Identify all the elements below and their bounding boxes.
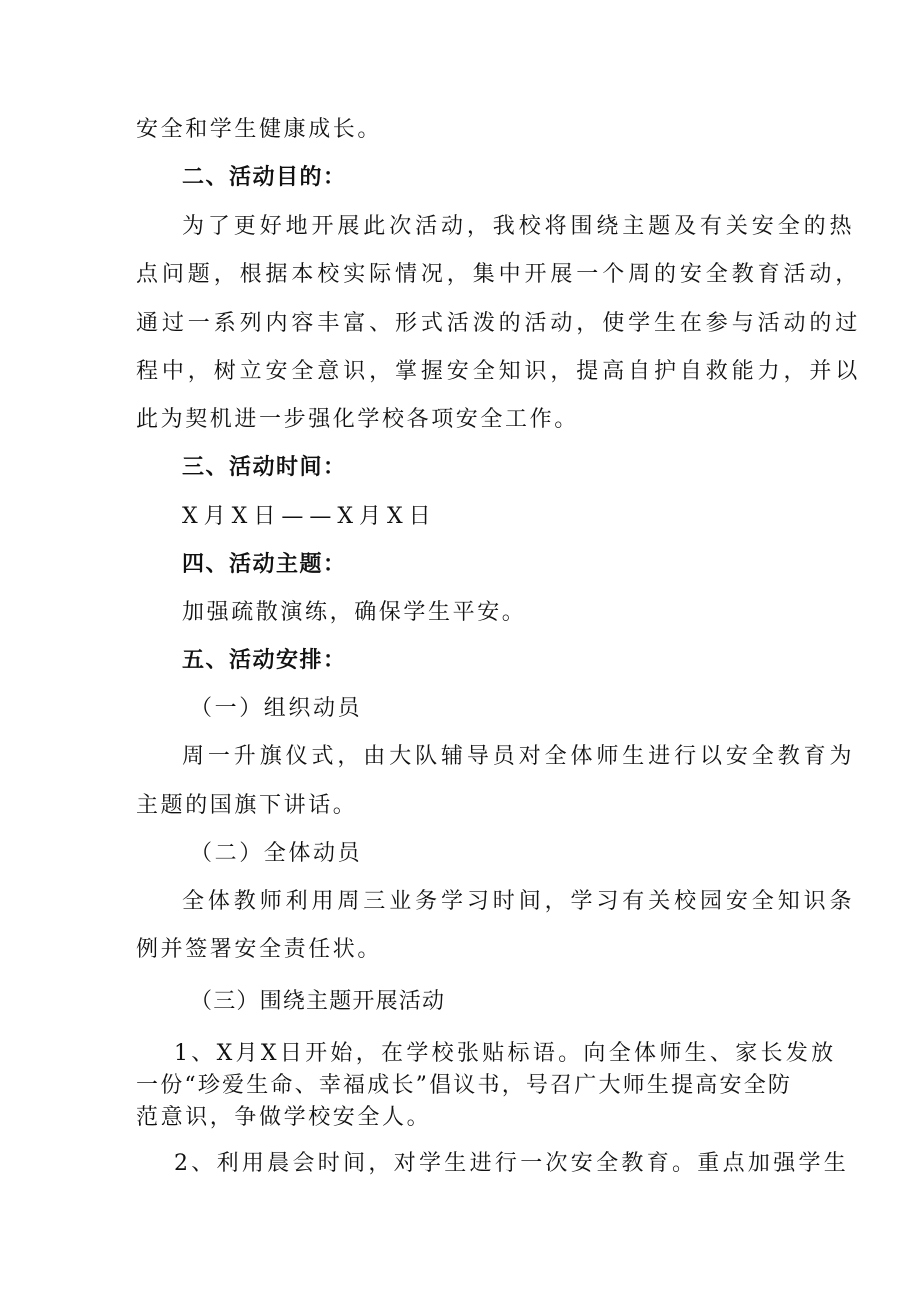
paragraph-line: 周一升旗仪式，由大队辅导员对全体师生进行以安全教育为 bbox=[182, 744, 856, 769]
paragraph-line: 1、X月X日开始，在学校张贴标语。向全体师生、家长发放 bbox=[174, 1041, 837, 1066]
section-heading-arrangement: 五、活动安排： bbox=[182, 648, 347, 673]
subsection-heading: （三）围绕主题开展活动 bbox=[190, 989, 446, 1014]
section-heading-time: 三、活动时间： bbox=[182, 455, 347, 480]
paragraph-line: 此为契机进一步强化学校各项安全工作。 bbox=[136, 407, 579, 432]
paragraph-line: 例并签署安全责任状。 bbox=[136, 937, 383, 962]
paragraph-line: 点问题，根据本校实际情况，集中开展一个周的安全教育活动， bbox=[136, 262, 862, 287]
paragraph-line: 范意识，争做学校安全人。 bbox=[136, 1105, 432, 1130]
section-heading-theme: 四、活动主题： bbox=[182, 552, 347, 577]
paragraph-line: 安全和学生健康成长。 bbox=[136, 117, 383, 142]
subsection-heading: （一）组织动员 bbox=[190, 696, 363, 721]
paragraph-line: 全体教师利用周三业务学习时间，学习有关校园安全知识条 bbox=[182, 889, 856, 914]
paragraph-line: 加强疏散演练，确保学生平安。 bbox=[182, 600, 527, 625]
paragraph-line: 通过一系列内容丰富、形式活泼的活动，使学生在参与活动的过 bbox=[136, 311, 862, 336]
subsection-heading: （二）全体动员 bbox=[190, 841, 363, 866]
paragraph-line: 2、利用晨会时间，对学生进行一次安全教育。重点加强学生 bbox=[174, 1151, 850, 1176]
paragraph-line: 一份“珍爱生命、幸福成长”倡议书，号召广大师生提高安全防 bbox=[136, 1073, 793, 1098]
paragraph-line: 程中，树立安全意识，掌握安全知识，提高自护自救能力，并以 bbox=[136, 359, 862, 384]
date-range: X月X日——X月X日 bbox=[182, 504, 437, 529]
section-heading-purpose: 二、活动目的： bbox=[182, 165, 347, 190]
paragraph-line: 主题的国旗下讲话。 bbox=[136, 793, 358, 818]
paragraph-line: 为了更好地开展此次活动，我校将围绕主题及有关安全的热 bbox=[182, 214, 856, 239]
